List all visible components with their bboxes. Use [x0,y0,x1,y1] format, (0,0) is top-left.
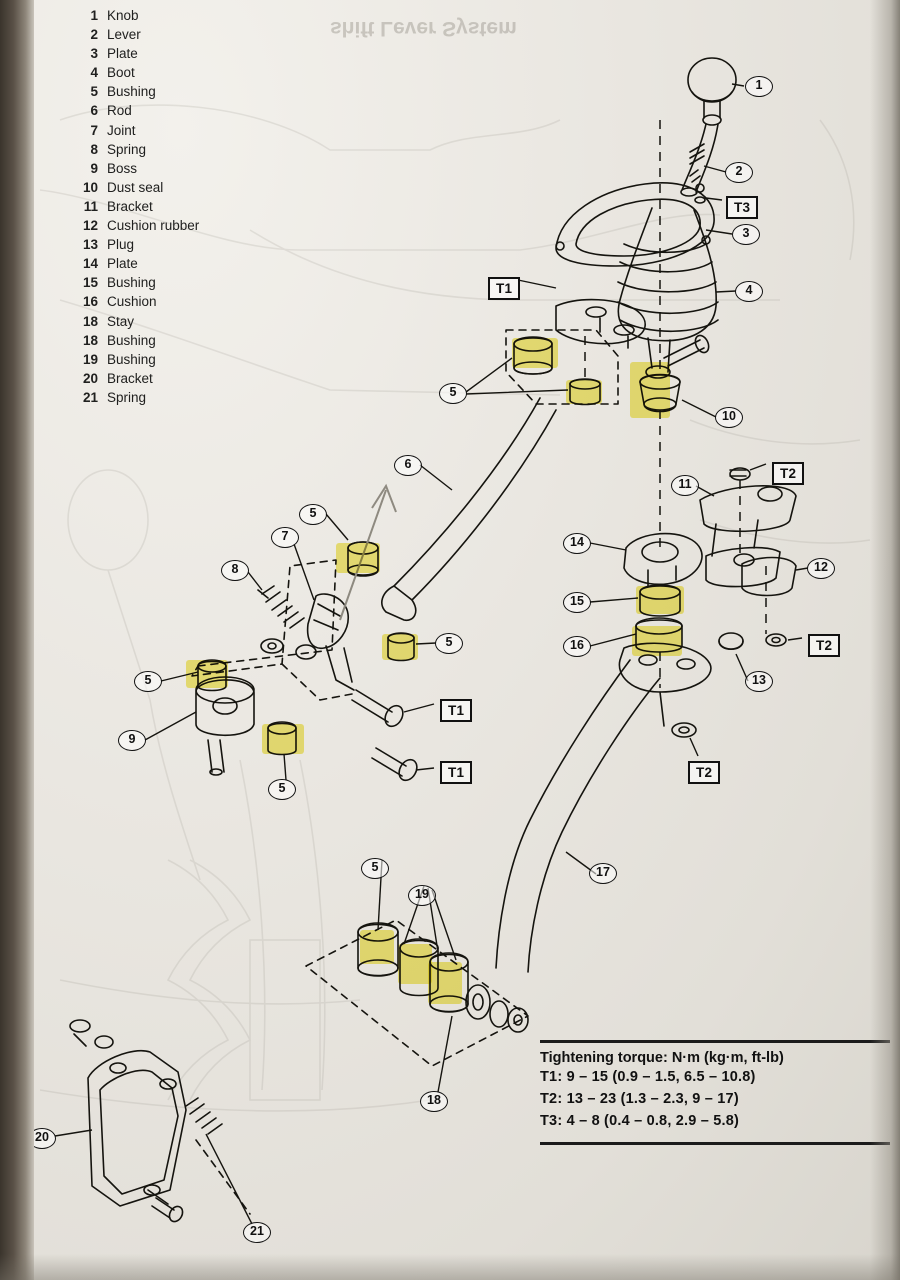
callout-bubble: 3 [732,224,760,245]
highlighter-mark [382,634,418,660]
parts-list-item-number: 14 [82,256,98,272]
parts-list-item [72,101,312,120]
highlighter-mark [428,962,462,1004]
callout-bubble: 2 [725,162,753,183]
callout-bubble: 4 [735,281,763,302]
page-bottom-shadow [0,1254,900,1280]
parts-list-item-number: 21 [82,389,98,405]
highlighter-mark [630,362,670,418]
parts-list-item-name: Bracket [107,370,153,386]
torque-tag: T3 [726,196,758,219]
callout-bubble: 8 [221,560,249,581]
parts-list-item-number: 15 [82,275,98,291]
parts-list-item-name: Boss [107,160,138,176]
callout-bubble: 5 [439,383,467,404]
parts-list-item-number: 7 [90,122,98,138]
torque-rule-top [540,1040,890,1043]
parts-list-item-name: Lever [107,27,141,43]
parts-list-item [72,216,312,235]
callout-bubble: 20 [28,1128,56,1149]
callout-bubble: 15 [563,592,591,613]
parts-list-item-name: Joint [107,122,136,138]
parts-list-item-name: Dust seal [107,179,164,195]
highlighter-mark [186,660,228,688]
callout-bubble: 5 [361,858,389,879]
callout-bubble: 17 [589,863,617,884]
torque-tag: T2 [808,634,840,657]
parts-list-item-number: 13 [82,237,98,253]
parts-list-item [72,292,312,311]
parts-list-item [72,350,312,369]
parts-list-item [72,6,312,25]
parts-list-item-name: Plug [107,237,135,253]
parts-list-item-name: Cushion [107,294,157,310]
parts-list-item-name: Spring [107,389,147,405]
callout-bubble: 12 [807,558,835,579]
parts-list-item-number: 8 [90,141,98,157]
parts-list-item [72,140,312,159]
parts-list-item [72,121,312,140]
parts-list-item-number: 2 [90,27,98,43]
highlighter-mark [398,944,432,984]
torque-tag: T1 [440,761,472,784]
parts-list-item-number: 4 [90,65,98,81]
callout-bubble: 6 [394,455,422,476]
callout-bubble: 13 [745,671,773,692]
parts-list-item [72,178,312,197]
torque-tag: T2 [688,761,720,784]
torque-tag: T2 [772,462,804,485]
callout-bubble: 5 [134,671,162,692]
parts-list [72,6,312,407]
torque-line-t1: T1: 9 – 15 (0.9 – 1.5, 6.5 – 10.8) [540,1069,756,1085]
highlighter-mark [512,338,558,368]
parts-list-item-number: 11 [83,198,98,214]
parts-list-item-number: 19 [82,351,98,367]
parts-list-item-number: 5 [90,84,98,100]
highlighter-mark [632,626,682,656]
parts-list-item-number: 20 [82,370,98,386]
torque-line-t2: T2: 13 – 23 (1.3 – 2.3, 9 – 17) [540,1091,739,1107]
parts-list-item-name: Plate [107,46,138,62]
parts-list-item [72,25,312,44]
torque-rule-bottom [540,1142,890,1145]
book-binding-edge [0,0,34,1280]
parts-list-item-name: Knob [107,8,139,23]
parts-list-item-number: 6 [90,103,98,119]
highlighter-mark [262,724,304,754]
parts-list-item-name: Plate [107,256,138,272]
parts-list-item-number: 10 [82,179,98,195]
page-right-shadow [870,0,900,1280]
parts-list-item-name: Bushing [107,332,156,348]
parts-list-item [72,273,312,292]
parts-list-item-name: Bracket [107,198,153,214]
torque-header: Tightening torque: N·m (kg·m, ft-lb) [540,1050,784,1066]
highlighter-mark [360,930,394,964]
parts-list-item [72,254,312,273]
torque-tag: T1 [488,277,520,300]
callout-bubble: 16 [563,636,591,657]
parts-list-item-number: 3 [90,46,98,62]
torque-line-t3: T3: 4 – 8 (0.4 – 0.8, 2.9 – 5.8) [540,1113,740,1129]
callout-bubble: 7 [271,527,299,548]
parts-list-item-name: Cushion rubber [107,218,200,234]
ghost-heading: shift Lever System [330,17,517,40]
parts-list-item-number: 16 [82,294,98,310]
tightening-torque-note [540,1040,890,1145]
highlighter-mark [566,380,602,404]
callout-bubble: 11 [671,475,699,496]
parts-list-item-number: 12 [82,218,98,234]
parts-list-item-name: Bushing [107,84,156,100]
highlighter-mark [336,543,380,573]
callout-bubble: 5 [299,504,327,525]
callout-bubble: 18 [420,1091,448,1112]
parts-list-item-number: 1 [90,8,98,23]
parts-list-item [72,235,312,254]
parts-list-item-name: Boot [107,65,135,81]
parts-list-item-number: 18 [82,332,98,348]
parts-list-item-name: Bushing [107,275,156,291]
callout-bubble: 5 [435,633,463,654]
parts-list-item-name: Stay [107,313,135,329]
callout-bubble: 5 [268,779,296,800]
callout-bubble: 19 [408,885,436,906]
parts-list-item [72,369,312,388]
parts-list-item-name: Bushing [107,351,156,367]
parts-list-item-number: 9 [90,160,98,176]
parts-list-item [72,331,312,350]
parts-list-item-number: 18 [82,313,98,329]
parts-list-item [72,197,312,216]
parts-list-item-name: Spring [107,141,147,157]
parts-list-item [72,312,312,331]
callout-bubble: 1 [745,76,773,97]
parts-list-item [72,63,312,82]
callout-bubble: 10 [715,407,743,428]
parts-list-item [72,82,312,101]
parts-list-item [72,159,312,178]
callout-bubble: 14 [563,533,591,554]
callout-bubble: 9 [118,730,146,751]
callout-bubble: 21 [243,1222,271,1243]
parts-list-item [72,44,312,63]
highlighter-mark [636,586,684,614]
parts-list-item-name: Rod [107,103,132,119]
torque-tag: T1 [440,699,472,722]
parts-list-item [72,388,312,407]
